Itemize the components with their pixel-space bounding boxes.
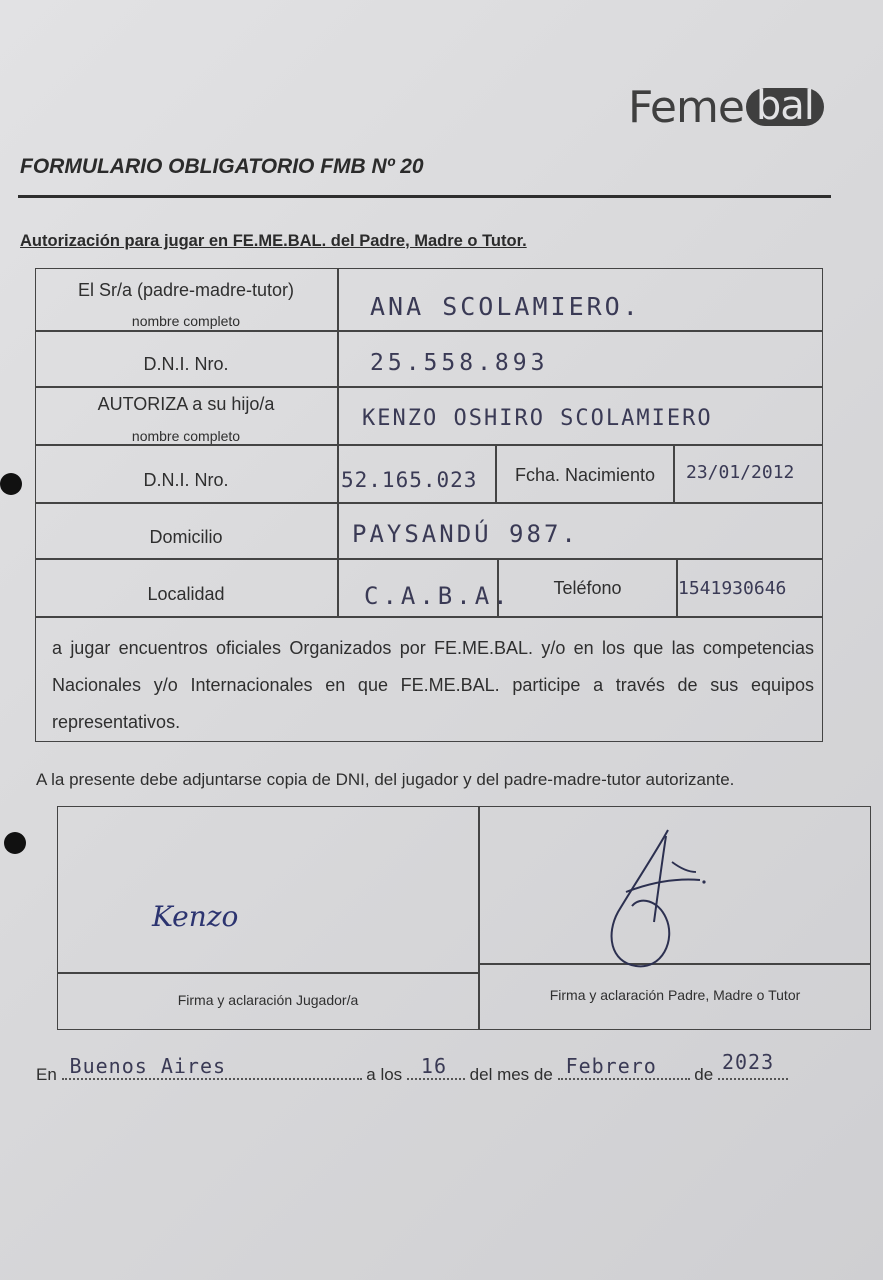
parent-dni-value: 25.558.893: [370, 350, 549, 376]
month-field-value: Febrero: [565, 1054, 657, 1078]
parent-signature-scribble: [596, 822, 716, 972]
binder-hole-top: [0, 473, 22, 495]
binder-hole-bottom: [4, 832, 26, 854]
femebal-logo: [628, 82, 824, 132]
player-signature: Kenzo: [152, 900, 239, 933]
child-name-sublabel: nombre completo: [131, 428, 241, 444]
address-value: PAYSANDÚ 987.: [352, 520, 579, 548]
day-field-value: 16: [420, 1054, 448, 1078]
a-los-label: a los: [366, 1065, 403, 1084]
signature-caption-line: [57, 972, 479, 974]
place-date-line: [36, 1050, 788, 1085]
parent-name-label: El Sr/a (padre-madre-tutor): [77, 280, 295, 300]
city-label: Localidad: [147, 584, 225, 604]
day-field: [407, 1054, 465, 1080]
table-row-divider: [35, 558, 823, 560]
birth-date-label: Fcha. Nacimiento: [514, 465, 656, 485]
en-label: En: [36, 1065, 57, 1084]
parent-dni-label: D.N.I. Nro.: [143, 354, 229, 374]
address-label: Domicilio: [149, 527, 223, 547]
table-row-divider: [35, 444, 823, 446]
parent-name-value: ANA SCOLAMIERO.: [370, 292, 641, 321]
parent-name-sublabel: nombre completo: [131, 313, 241, 329]
authorization-text: a jugar encuentros oficiales Organizados por FE.ME.BAL. y/o en los que las competencias Nacionales y/o Internacionales en que FE.ME.BAL. participe a través de sus equipos representativos.: [52, 638, 814, 732]
year-field: [718, 1050, 788, 1080]
form-subtitle: Autorización para jugar en FE.ME.BAL. del Padre, Madre o Tutor.: [20, 232, 527, 250]
title-rule: [18, 195, 831, 198]
player-signature-caption: Firma y aclaración Jugador/a: [177, 992, 359, 1008]
city-field-value: Buenos Aires: [69, 1054, 227, 1078]
mes-label: del mes de: [469, 1065, 553, 1084]
logo-text: Feme: [628, 81, 744, 133]
table-row-divider: [35, 330, 823, 332]
de-label: de: [694, 1065, 714, 1084]
phone-label: Teléfono: [553, 578, 622, 598]
year-field-value: 2023: [721, 1050, 775, 1074]
phone-value: 1541930646: [678, 578, 787, 599]
month-field: [558, 1054, 690, 1080]
table-row-divider: [35, 616, 823, 618]
attachment-note: A la presente debe adjuntarse copia de DNI, del jugador y del padre-madre-tutor autorizante.: [36, 770, 735, 789]
child-dni-value: 52.165.023: [341, 468, 478, 492]
birth-date-value: 23/01/2012: [686, 462, 795, 483]
city-value: C.A.B.A.: [364, 582, 512, 610]
table-column-divider: [673, 444, 675, 502]
logo-pill: bal: [746, 88, 824, 126]
child-name-label: AUTORIZA a su hijo/a: [97, 394, 275, 414]
child-dni-label: D.N.I. Nro.: [143, 470, 229, 490]
parent-signature-caption: Firma y aclaración Padre, Madre o Tutor: [549, 987, 801, 1003]
table-column-divider: [337, 268, 339, 616]
child-name-value: KENZO OSHIRO SCOLAMIERO: [362, 406, 713, 431]
form-title: FORMULARIO OBLIGATORIO FMB Nº 20: [20, 155, 424, 178]
table-row-divider: [35, 386, 823, 388]
table-row-divider: [35, 502, 823, 504]
city-field: [62, 1054, 362, 1080]
